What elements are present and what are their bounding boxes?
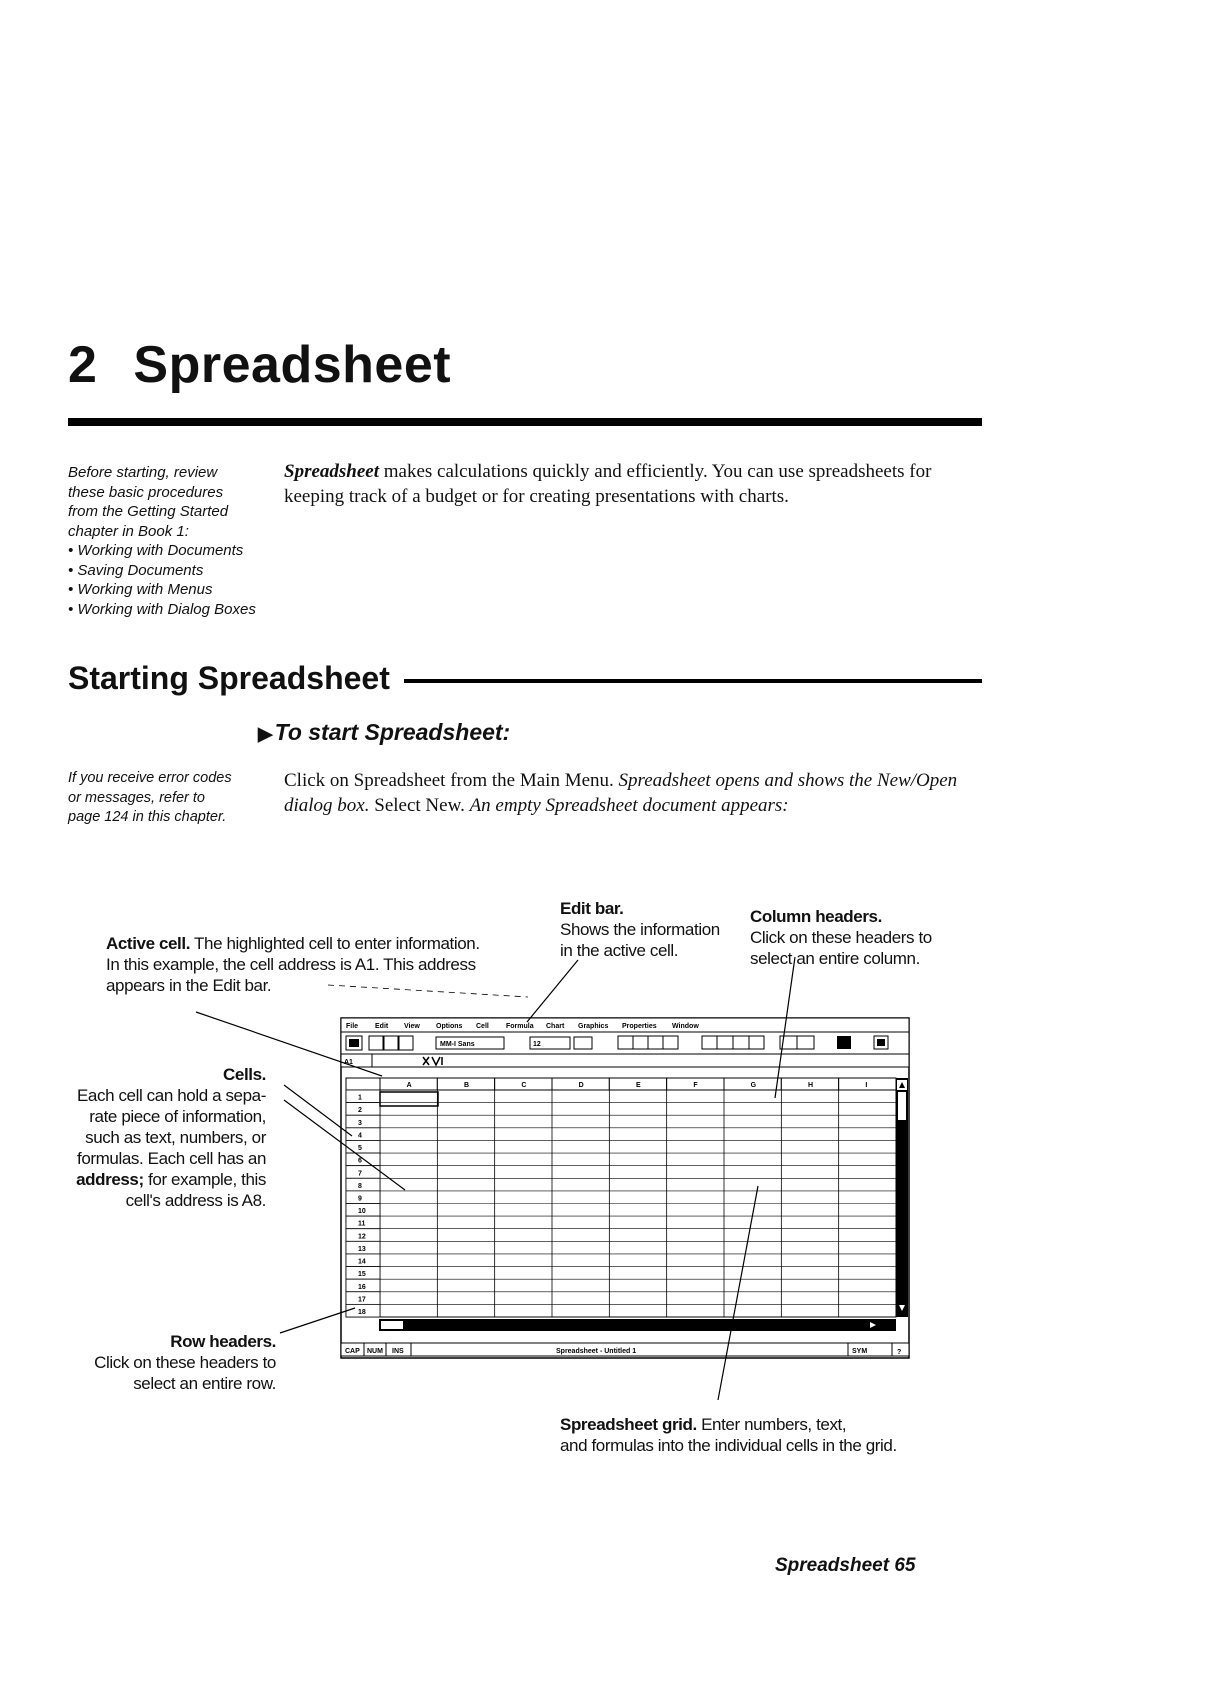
step-italic: An empty Spreadsheet document appears: [469,795,789,816]
row-header[interactable] [346,1128,380,1141]
row-header-label: 16 [358,1283,366,1291]
select-all-corner[interactable] [346,1078,380,1090]
menu-item[interactable]: Formula [506,1023,534,1030]
column-header-label: B [464,1082,470,1089]
menu-item[interactable]: Graphics [578,1023,609,1030]
new-icon-glyph [349,1039,359,1047]
menu-item[interactable]: Window [672,1023,699,1030]
status-indicator: NUM [367,1348,383,1355]
grid-area [346,1078,896,1317]
callout-column-headers: Column headers. Click on these headers to select an entire column. [750,907,932,968]
intro-note-line: chapter in Book 1: [68,522,189,540]
row-header-label: 12 [358,1233,366,1241]
menu-item[interactable]: Cell [476,1023,489,1030]
font-select-value: MM-I Sans [440,1041,475,1048]
horizontal-scroll-thumb [381,1321,403,1329]
row-header-label: 18 [358,1309,366,1316]
intro-bullet: • Working with Menus [68,581,213,598]
error-note-line: If you receive error codes [68,770,232,786]
intro-bullet: • Working with Documents [68,542,244,559]
callout-row-headers: Row headers. Click on these headers to select an entire row. [94,1332,276,1393]
column-header-label: F [693,1082,698,1089]
chapter-name: Spreadsheet [133,336,452,394]
intro-note-line: from the Getting Started [68,503,229,520]
column-header-label: E [636,1082,641,1089]
row-header-label: 17 [358,1296,366,1304]
row-header-label: 11 [358,1220,366,1228]
row-header-label: 7 [358,1170,362,1178]
menu-item[interactable]: View [404,1023,420,1030]
column-header-label: I [865,1082,868,1089]
procedure-arrow-icon: ▶ [258,724,273,745]
chart-icon [837,1036,851,1049]
intro-note-line: these basic procedures [68,483,224,501]
chapter-number: 2 [68,336,98,394]
status-indicator: CAP [345,1348,360,1355]
menu-item[interactable]: Edit [375,1023,389,1030]
print-icon [399,1036,413,1050]
row-header-label: 9 [358,1195,362,1203]
status-sym: SYM [852,1348,868,1355]
row-header[interactable] [346,1115,380,1128]
error-note-line: page 124 in this chapter. [68,809,227,825]
callout-cells: Cells. Each cell can hold a sepa- rate piece of information, such as text, numbers, or formulas. Each cell has an address; for example, this cell's address is A8. [76,1065,266,1210]
row-header-label: 6 [358,1157,362,1165]
row-header-label: 14 [358,1258,366,1266]
menu-item[interactable]: Properties [622,1023,657,1030]
row-header[interactable] [346,1178,380,1191]
error-note-line: or messages, refer to [68,789,205,806]
size-select-value: 12 [533,1041,541,1048]
row-header[interactable] [346,1103,380,1116]
menu-item[interactable]: File [346,1023,359,1030]
row-header-label: 3 [358,1119,362,1127]
save-icon [384,1036,398,1050]
spreadsheet-grid [346,1078,896,1317]
intro-text: makes calculations quickly and efficiently. You can use spreadsheets for keeping track of a budget or for creating presentations with charts. [284,461,932,507]
step-text: Click on Spreadsheet from the Main Menu. [284,770,619,791]
intro-bullet: • Saving Documents [68,561,204,579]
dashed-leader [328,985,528,997]
row-header-label: 1 [358,1094,362,1102]
column-header-label: C [521,1082,527,1089]
cell-reference: A1 [344,1059,353,1066]
horizontal-scrollbar [379,1319,896,1331]
row-header-label: 2 [358,1107,362,1115]
intro-bullet: • Working with Dialog Boxes [68,600,256,618]
callout-spreadsheet-grid: Spreadsheet grid. Enter numbers, text, and formulas into the individual cells in the grid. [560,1415,897,1455]
column-header-label: H [808,1082,814,1089]
menu-item[interactable]: Chart [546,1023,565,1030]
row-header[interactable] [346,1140,380,1153]
row-header-label: 10 [358,1208,366,1216]
column-header[interactable] [839,1078,896,1090]
help-icon[interactable]: ? [897,1349,902,1356]
callout-active-cell: Active cell. The highlighted cell to enter information. In this example, the cell address is A1. This address appears in the Edit bar. [106,934,480,995]
row-header[interactable] [346,1090,380,1103]
section-title: Starting Spreadsheet [68,660,390,696]
row-header-label: 13 [358,1245,366,1253]
step-italic: Spreadsheet opens and shows the New/Open dialog box. [284,770,958,816]
column-header-label: G [750,1082,757,1089]
intro-emphasis: Spreadsheet [284,461,379,482]
open-icon [369,1036,383,1050]
scroll-thumb [898,1092,906,1120]
row-header-label: 5 [358,1145,362,1153]
grow-font-icon [574,1037,592,1049]
callout-edit-bar: Edit bar. Shows the information in the active cell. [560,899,720,960]
row-header-label: 8 [358,1182,362,1190]
row-header[interactable] [346,1191,380,1204]
intro-note-line: Before starting, review [68,464,218,481]
page-footer: Spreadsheet 65 [775,1555,916,1576]
column-header-label: D [578,1082,584,1089]
status-document-title: Spreadsheet - Untitled 1 [556,1348,637,1355]
step-text: Select New. [369,795,470,816]
procedure-title-text: To start Spreadsheet: [274,719,511,745]
column-header-label: A [406,1082,412,1089]
row-header-label: 4 [358,1132,362,1140]
menu-item[interactable]: Options [436,1023,463,1030]
row-header-label: 15 [358,1271,366,1279]
status-indicator: INS [392,1348,404,1355]
